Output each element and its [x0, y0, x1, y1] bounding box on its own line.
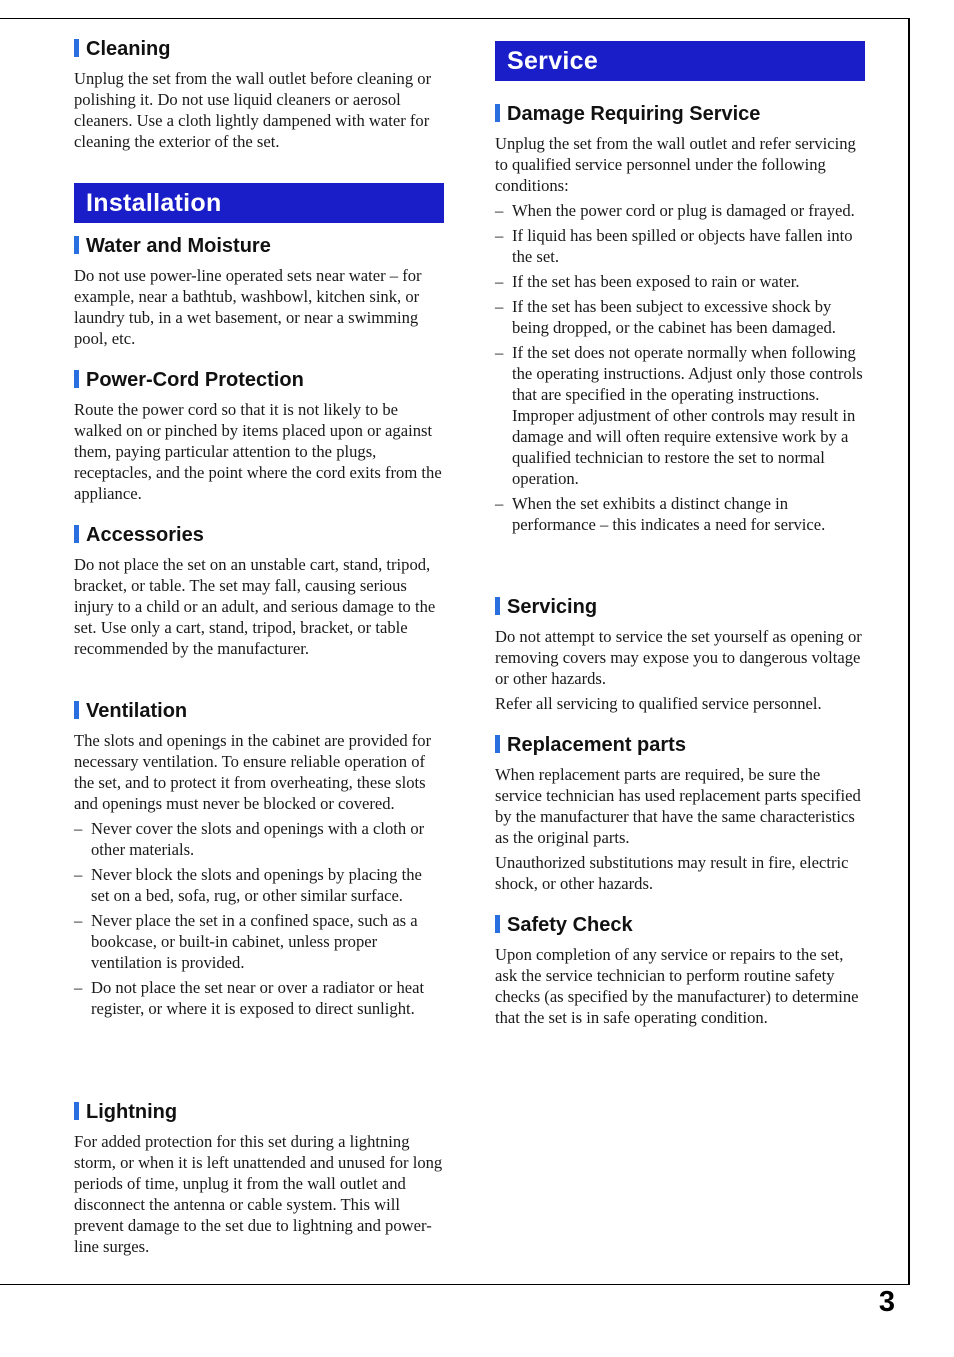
- replacement-heading-text: Replacement parts: [507, 734, 686, 756]
- ventilation-heading: [74, 699, 444, 723]
- heading-marker-icon: [74, 39, 79, 57]
- ventilation-text: The slots and openings in the cabinet are provided for necessary ventilation. To ensure reliable operation of the set, and to protect it from overheating, these slots and openings must never be blocked or covered.: [74, 731, 432, 813]
- damage-section: [495, 102, 865, 539]
- heading-marker-icon: [74, 370, 79, 388]
- cleaning-heading: [74, 37, 444, 61]
- page-number: 3: [878, 1286, 896, 1318]
- heading-marker-icon: [495, 915, 500, 933]
- servicing-text: Do not attempt to service the set yourself as opening or removing covers may expose you to dangerous voltage or other hazards.: [495, 627, 862, 688]
- lightning-text: For added protection for this set during a lightning storm, or when it is left unattended and unused for long periods of time, unplug it from the wall outlet and disconnect the antenna or cable system. This will prevent damage to the set due to lightning and power-line surges.: [74, 1132, 443, 1256]
- damage-heading-text: Damage Requiring Service: [507, 103, 761, 125]
- list-item: – When the power cord or plug is damaged or frayed.: [495, 201, 855, 220]
- power-cord-text: Route the power cord so that it is not likely to be walked on or pinched by items placed upon or against them, paying particular attention to the plugs, receptacles, and the point where the cord exits from the appliance.: [74, 400, 442, 503]
- heading-marker-icon: [74, 1102, 79, 1120]
- list-item: – Do not place the set near or over a radiator or heat register, or where it is exposed to direct sunlight.: [74, 978, 425, 1018]
- lightning-section: [74, 1100, 444, 1257]
- heading-marker-icon: [74, 525, 79, 543]
- water-heading: [74, 234, 444, 258]
- frame-right-rule: [908, 18, 910, 1285]
- list-item: – Never place the set in a confined space, such as a bookcase, or built-in cabinet, unless proper ventilation is provided.: [74, 911, 418, 972]
- heading-marker-icon: [495, 104, 500, 122]
- lightning-heading-text: Lightning: [86, 1101, 178, 1123]
- safety-text: Upon completion of any service or repairs to the set, ask the service technician to perform routine safety checks (as specified by the manufacturer) to determine that the set is in safe operating condition.: [495, 945, 859, 1027]
- damage-heading: [495, 102, 865, 126]
- replacement-text-2: Unauthorized substitutions may result in fire, electric shock, or other hazards.: [495, 853, 849, 893]
- installation-section-bar: Installation: [74, 183, 444, 223]
- replacement-section: [495, 733, 865, 894]
- list-item: – If liquid has been spilled or objects have fallen into the set.: [495, 226, 853, 266]
- damage-text: Unplug the set from the wall outlet and refer servicing to qualified service personnel under the following conditions:: [495, 134, 856, 195]
- accessories-text: Do not place the set on an unstable cart, stand, tripod, bracket, or table. The set may fall, causing serious injury to a child or an adult, and serious damage to the set. Use only a cart, stand, tripod, bracket, or table recommended by the manufacturer.: [74, 555, 436, 658]
- servicing-heading: [495, 595, 865, 619]
- list-item: – When the set exhibits a distinct change in performance – this indicates a need for service.: [495, 494, 826, 534]
- damage-list: [495, 200, 865, 535]
- water-text: Do not use power-line operated sets near water – for example, near a bathtub, washbowl, kitchen sink, or laundry tub, in a wet basement, or near a swimming pool, etc.: [74, 266, 422, 348]
- servicing-text-2: Refer all servicing to qualified service personnel.: [495, 694, 822, 713]
- replacement-heading: [495, 733, 865, 757]
- cleaning-section: [74, 37, 444, 152]
- lightning-heading: [74, 1100, 444, 1124]
- servicing-section: [495, 595, 865, 714]
- heading-marker-icon: [74, 701, 79, 719]
- safety-heading-text: Safety Check: [507, 914, 633, 936]
- list-item: – Never block the slots and openings by placing the set on a bed, sofa, rug, or other similar surface.: [74, 865, 422, 905]
- list-item: – Never cover the slots and openings with a cloth or other materials.: [74, 819, 425, 859]
- heading-marker-icon: [495, 597, 500, 615]
- service-section-bar: Service: [495, 41, 865, 81]
- list-item: – If the set does not operate normally when following the operating instructions. Adjust only those controls that are specified in the operating instructions. Improper adjustment of other controls may result in damage and will often require extensive work by a qualified technician to restore the set to normal operation.: [495, 343, 863, 488]
- heading-marker-icon: [495, 735, 500, 753]
- safety-heading: [495, 913, 865, 937]
- frame-bottom-rule: [0, 1284, 910, 1285]
- water-section: [74, 234, 444, 349]
- cleaning-heading-text: Cleaning: [86, 38, 171, 60]
- accessories-heading-text: Accessories: [86, 524, 204, 546]
- power-cord-heading-text: Power-Cord Protection: [86, 369, 304, 391]
- water-heading-text: Water and Moisture: [86, 235, 271, 257]
- cleaning-text: Unplug the set from the wall outlet before cleaning or polishing it. Do not use liquid cleaners or aerosol cleaners. Use a cloth lightly dampened with water for cleaning the exterior of the set.: [74, 69, 432, 151]
- accessories-section: [74, 523, 444, 659]
- power-cord-section: [74, 368, 444, 504]
- ventilation-section: [74, 699, 444, 1023]
- ventilation-heading-text: Ventilation: [86, 700, 188, 722]
- frame-top-rule: [0, 18, 910, 19]
- list-item: – If the set has been exposed to rain or water.: [495, 272, 800, 291]
- heading-marker-icon: [74, 236, 79, 254]
- list-item: – If the set has been subject to excessive shock by being dropped, or the cabinet has been damaged.: [495, 297, 836, 337]
- safety-section: [495, 913, 865, 1028]
- accessories-heading: [74, 523, 444, 547]
- power-cord-heading: [74, 368, 444, 392]
- replacement-text: When replacement parts are required, be sure the service technician has used replacement parts specified by the manufacturer that have the same characteristics as the original parts.: [495, 765, 861, 847]
- ventilation-list: [74, 818, 444, 1019]
- servicing-heading-text: Servicing: [507, 596, 598, 618]
